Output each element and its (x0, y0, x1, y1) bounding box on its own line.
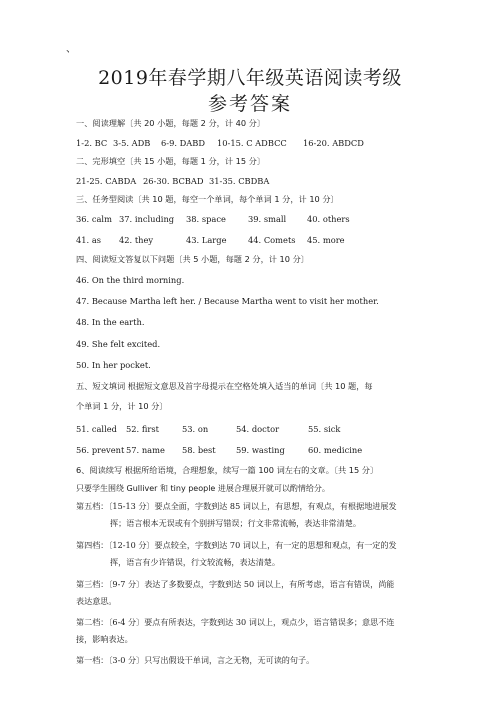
section-1-answers (76, 137, 364, 149)
section-3-heading: 三、任务型阅读〔共 10 题，每空一个单词，每个单词 1 分，计 10 分〕 (76, 194, 339, 204)
section-3-row-2 (76, 234, 345, 246)
answer-item: 21-25. CABDA (76, 176, 137, 186)
answer-item: 39. small (248, 214, 287, 224)
answer-line: 47. Because Martha left her. / Because Martha went to visit her mother. (76, 296, 379, 306)
answer-item: 41. as (76, 235, 102, 245)
answer-line: 48. In the earth. (76, 317, 145, 327)
answer-item: 51. called (76, 424, 117, 434)
doc-title: 2019年春学期八年级英语阅读考级 (98, 67, 402, 89)
grade-4-text (76, 537, 448, 571)
answer-item: 40. others (307, 214, 350, 224)
grade-3-text (76, 576, 448, 610)
answer-item: 3-5. ADB (113, 138, 151, 148)
answer-item: 31-35. CBDBA (209, 176, 270, 186)
section-5-heading-cont: 个单词 1 分，计 10 分〕 (76, 401, 168, 411)
answer-item: 60. medicine (308, 445, 363, 455)
answer-item: 42. they (119, 235, 154, 245)
section-6-heading: 6、阅读续写 根据所给语境，合理想象，续写一篇 100 词左右的文章。〔共 15 分〕 (76, 465, 379, 475)
grade-5-line-1: 第五档：〔15-13 分〕要点全面，字数到达 85 词以上，有思想，有观点，有根据地进展发 (76, 501, 397, 511)
answer-line: 49. She felt excited. (76, 339, 161, 349)
grade-5-text (76, 498, 448, 532)
answer-item: 1-2. BC (76, 138, 108, 148)
answer-item: 45. more (307, 235, 345, 245)
answer-line: 50. In her pocket. (76, 360, 151, 370)
answer-item: 52. first (126, 424, 159, 434)
answer-item: 37. including (119, 214, 175, 224)
answer-item: 57. name (126, 445, 165, 455)
grade-2-text (76, 614, 448, 648)
section-3-row-1 (76, 213, 350, 225)
grade-3-line-1: 第三档：〔9-7 分〕表达了多数要点，字数到达 50 词以上，有所考虑，语言有错误，尚能 (76, 579, 395, 589)
answer-item: 43. Large (186, 235, 227, 245)
section-2-answers (76, 175, 269, 187)
answer-item: 16-20. ABDCD (303, 138, 364, 148)
answer-item: 26-30. BCBAD (143, 176, 204, 186)
answer-item: 10-15. C ADBCC (217, 138, 287, 148)
grade-5-line-2: 挥；语言根本无误或有个别拼写错误；行文非常流畅，表达非常清楚。 (110, 518, 361, 528)
doc-subtitle: 参考答案 (207, 93, 292, 115)
grade-1-text (76, 652, 448, 669)
section-6-intro: 只要学生围绕 Gulliver 和 tiny people 进展合理展开就可以酌情给分。 (76, 484, 330, 493)
section-1-heading: 一、阅读理解〔共 20 小题，每题 2 分，计 40 分〕 (76, 118, 266, 128)
grade-2-line-2: 接，影响表达。 (76, 634, 133, 644)
answer-item: 58. best (182, 445, 216, 455)
section-2-heading: 二、完形填空〔共 15 小题，每题 1 分，计 15 分〕 (76, 156, 266, 166)
grade-1-line-1: 第一档：〔3-0 分〕只写出假设干单词，言之无物，无可读的句子。 (76, 655, 315, 665)
grade-3-line-2: 表达意思。 (76, 596, 117, 606)
grade-4-line-2: 挥，语言有少许错误，行文较流畅，表达清楚。 (110, 557, 280, 567)
answer-item: 56. prevent (76, 445, 125, 455)
answer-line: 46. On the third morning. (76, 275, 185, 285)
answer-item: 55. sick (308, 424, 341, 434)
answer-item: 38. space (186, 214, 226, 224)
answer-item: 44. Comets (248, 235, 296, 245)
section-5-row-2 (76, 444, 362, 456)
section-5-heading: 五、短文填词 根据短文意思及首字母提示在空格处填入适当的单词〔共 10 题，每 (76, 381, 373, 391)
answer-item: 6-9. DABD (161, 138, 206, 148)
answer-item: 53. on (182, 424, 209, 434)
answer-item: 54. doctor (236, 424, 280, 434)
stray-mark: 、 (66, 44, 76, 55)
section-5-row-1 (76, 423, 340, 435)
grade-2-line-1: 第二档：〔6-4 分〕要点有所表达，字数到达 30 词以上，观点少，语言错误多；意思不连 (76, 617, 395, 627)
section-4-heading: 四、阅读短文答复以下问题〔共 5 小题，每题 2 分，计 10 分〕 (76, 254, 309, 264)
answer-item: 36. calm (76, 214, 112, 224)
answer-item: 59. wasting (236, 445, 285, 455)
grade-4-line-1: 第四档：〔12-10 分〕要点较全，字数到达 70 词以上，有一定的思想和观点，有一定的发 (76, 540, 397, 550)
